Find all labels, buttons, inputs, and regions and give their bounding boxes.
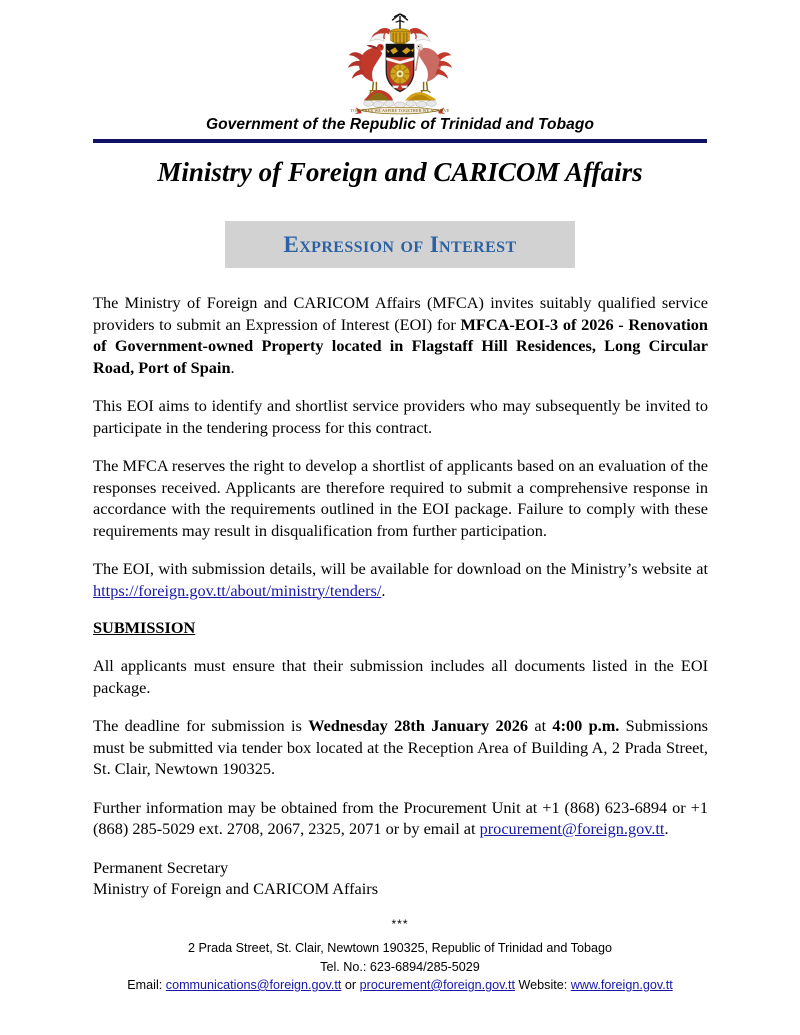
contact-text-part2: . (664, 819, 669, 838)
svg-text:TOGETHER WE ASPIRE TOGETHER WE: TOGETHER WE ASPIRE TOGETHER WE ACHIEVE (350, 109, 450, 114)
footer-address: 2 Prada Street, St. Clair, Newtown 190325, Republic of Trinidad and Tobago (187, 941, 613, 956)
footer-procurement-email-link[interactable]: procurement@foreign.gov.tt (359, 977, 515, 992)
download-text-part1: The EOI, with submission details, will be available for download on the Ministry’s website at (93, 559, 708, 578)
intro-text-part1: The Ministry of Foreign and CARICOM Affairs (MFCA) invites suitably qualified service providers to submit an Expression of Interest (EOI) for (93, 293, 708, 334)
paragraph-purpose: This EOI aims to identify and shortlist service providers who may subsequently be invited to participate in the tendering process for this contract. (93, 396, 708, 437)
paragraph-deadline (93, 715, 708, 780)
procurement-email-link[interactable]: procurement@foreign.gov.tt (479, 819, 665, 838)
footer-website-label: Website: (514, 977, 571, 992)
deadline-text-part2: at (528, 716, 553, 735)
footer-contact-line (0, 976, 800, 994)
deadline-text-part3: Submissions must be submitted via tender box located at the Reception Area of Building A, 2 Prada Street, St. Clair, Newtown 190325. (93, 716, 709, 778)
expression-of-interest-banner (225, 221, 575, 268)
footer-telephone: Tel. No.: 623-6894/285-5029 (320, 959, 480, 974)
crest-container (0, 0, 800, 118)
deadline-time-bold: 4:00 p.m. (552, 716, 620, 735)
government-line: Government of the Republic of Trinidad and Tobago (205, 116, 595, 133)
banner-container (0, 221, 800, 268)
paragraph-documents: All applicants must ensure that their submission includes all documents listed in the EOI package. (93, 656, 708, 697)
header-divider (93, 139, 707, 143)
ministry-title: Ministry of Foreign and CARICOM Affairs (157, 157, 643, 187)
contact-text-part1: Further information may be obtained from the Procurement Unit at +1 (868) 623-6894 or +1 (868) 285-5029 ext. 2708, 2067, 2325, 2071 or by email at (93, 797, 708, 838)
document-body (93, 268, 708, 899)
tenders-page-link[interactable]: https://foreign.gov.tt/about/ministry/tenders/ (93, 580, 382, 600)
coat-of-arms-icon (341, 12, 459, 124)
eoi-reference-bold: MFCA-EOI-3 of 2026 - Renovation of Government-owned Property located in Flagstaff Hill Residences, Long Circular Road, Port of Spain (93, 314, 708, 377)
download-text-part2: . (381, 580, 386, 600)
intro-text-part2: . (230, 357, 235, 377)
paragraph-download (93, 558, 708, 601)
page-footer (0, 916, 800, 994)
footer-website-link[interactable]: www.foreign.gov.tt (570, 977, 673, 992)
submission-heading: SUBMISSION (93, 618, 196, 637)
footer-email-separator: or (341, 977, 360, 992)
paragraph-shortlist: The MFCA reserves the right to develop a shortlist of applicants based on an evaluation of the responses received. Applicants are therefore required to submit a comprehensive response in accordance with the requirements outlined in the EOI package. Failure to comply with these requirements may result in disqualification from further participation. (93, 456, 708, 540)
footer-email-label: Email: (127, 977, 166, 992)
signature-title: Permanent Secretary (93, 857, 229, 877)
banner-title: Expression of Interest (283, 232, 517, 257)
paragraph-intro (93, 292, 708, 378)
signature-block (93, 857, 708, 899)
deadline-text-part1: The deadline for submission is (93, 716, 309, 735)
paragraph-contact (93, 797, 708, 840)
deadline-date-bold: Wednesday 28th January 2026 (308, 716, 529, 735)
signature-ministry: Ministry of Foreign and CARICOM Affairs (93, 878, 379, 898)
footer-asterisks: *** (391, 917, 409, 931)
communications-email-link[interactable]: communications@foreign.gov.tt (165, 977, 342, 992)
